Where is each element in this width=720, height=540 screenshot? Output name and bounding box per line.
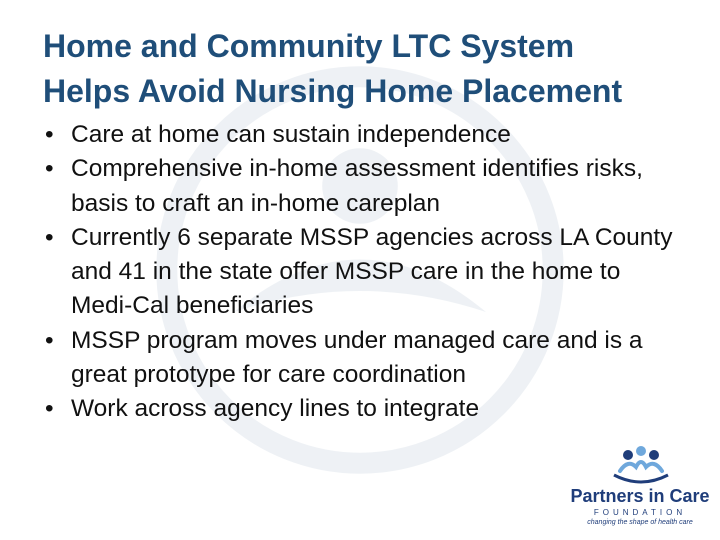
bullet-marker: • bbox=[45, 155, 54, 183]
people-circle-icon bbox=[606, 445, 676, 487]
bullet-marker: • bbox=[45, 326, 54, 354]
bullet-text: Work across agency lines to integrate bbox=[71, 395, 480, 423]
bullet-text: Currently 6 separate MSSP agencies across LA County and 41 in the state offer MSSP care in the home to Medi-Cal beneficiaries bbox=[71, 223, 673, 320]
bullet-text: Comprehensive in-home assessment identifies risks, basis to craft an in-home careplan bbox=[71, 155, 643, 217]
bullet-marker: • bbox=[45, 121, 54, 148]
bullet-text: MSSP program moves under managed care and is a great prototype for care coordination bbox=[71, 326, 643, 389]
slide-title-line-2: Helps Avoid Nursing Home Placement bbox=[43, 73, 623, 109]
bullet-marker: • bbox=[45, 223, 54, 251]
bullet-item bbox=[45, 152, 685, 221]
slide-title-line-1: Home and Community LTC System bbox=[43, 28, 575, 64]
bullet-list bbox=[45, 118, 685, 427]
logo-name: Partners in Care bbox=[570, 486, 710, 506]
slide-title bbox=[43, 24, 703, 114]
partners-in-care-logo bbox=[570, 445, 710, 530]
logo-subtitle: FOUNDATION bbox=[593, 508, 687, 517]
bullet-text: Care at home can sustain independence bbox=[71, 121, 511, 148]
bullet-item bbox=[45, 221, 685, 324]
bullet-item bbox=[45, 324, 685, 393]
bullet-item bbox=[45, 392, 685, 426]
logo-tagline: changing the shape of health care bbox=[587, 519, 693, 526]
bullet-item bbox=[45, 118, 685, 152]
bullet-marker: • bbox=[45, 395, 54, 423]
